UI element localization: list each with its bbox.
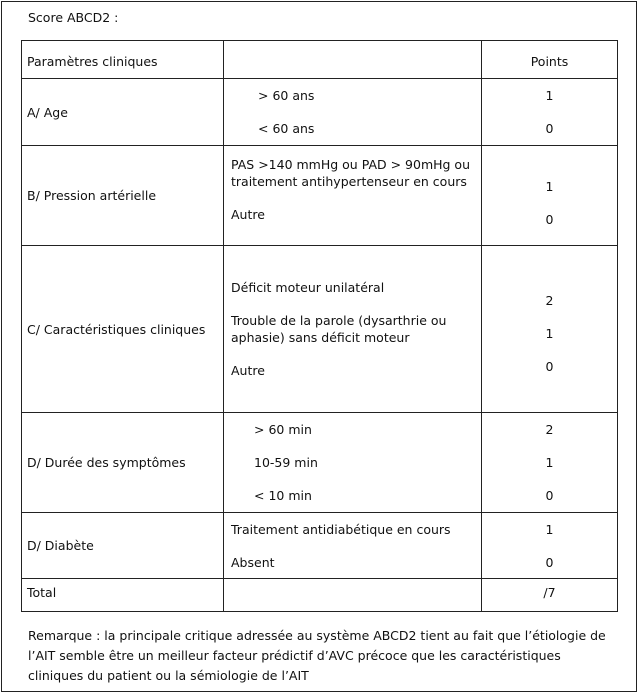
- param-cell: B/ Pression artérielle: [22, 146, 224, 246]
- points-value: 0: [545, 488, 554, 503]
- table-row-duration: [22, 413, 618, 513]
- criteria-cell: [224, 146, 482, 246]
- criteria-line: Absent: [231, 554, 275, 570]
- points-value: 0: [545, 211, 554, 227]
- criteria-line: < 60 ans: [258, 121, 315, 136]
- points-value: 1: [545, 178, 554, 194]
- table-row-blood-pressure: [22, 146, 618, 246]
- criteria-line: Autre: [231, 363, 265, 378]
- criteria-cell: [224, 513, 482, 579]
- abcd2-score-table: [21, 40, 618, 612]
- criteria-line: Autre: [231, 207, 265, 222]
- param-cell: C/ Caractéristiques cliniques: [22, 246, 224, 413]
- criteria-line: > 60 ans: [258, 88, 315, 103]
- points-value: 0: [545, 554, 554, 570]
- remark-paragraph: [28, 626, 618, 686]
- total-empty-cell: [224, 579, 482, 612]
- remark-line: l’AIT semble être un meilleur facteur prédictif d’AVC précoce que les caractéristiques: [28, 648, 561, 663]
- header-param-cell: Paramètres cliniques: [22, 41, 224, 79]
- points-cell: [482, 513, 618, 579]
- criteria-cell: [224, 79, 482, 146]
- table-header-row: [22, 41, 618, 79]
- points-value: 1: [545, 455, 554, 470]
- criteria-line: Déficit moteur unilatéral: [231, 280, 385, 295]
- criteria-line: Trouble de la parole (dysarthrie ou: [231, 313, 447, 328]
- points-value: 2: [545, 422, 554, 437]
- criteria-line: > 60 min: [254, 422, 312, 437]
- criteria-line: PAS >140 mmHg ou PAD > 90mHg ou: [231, 157, 471, 172]
- criteria-cell: [224, 246, 482, 413]
- points-cell: [482, 413, 618, 513]
- criteria-line: traitement antihypertenseur en cours: [231, 174, 467, 189]
- param-cell: D/ Durée des symptômes: [22, 413, 224, 513]
- param-cell: D/ Diabète: [22, 513, 224, 579]
- points-value: 0: [545, 358, 554, 374]
- header-points-cell: Points: [482, 41, 618, 79]
- points-value: 1: [545, 88, 554, 103]
- total-points-cell: /7: [482, 579, 618, 612]
- points-cell: [482, 246, 618, 413]
- table-row-total: [22, 579, 618, 612]
- remark-line: cliniques du patient ou la sémiologie de l’AIT: [28, 668, 309, 683]
- header-criteria-cell: [224, 41, 482, 79]
- remark-line: Remarque : la principale critique adressée au système ABCD2 tient au fait que l’étiologie de: [28, 628, 606, 643]
- table-row-diabetes: [22, 513, 618, 579]
- criteria-line: Traitement antidiabétique en cours: [231, 521, 451, 537]
- points-value: 1: [545, 325, 554, 341]
- table-row-clinical: [22, 246, 618, 413]
- criteria-cell: [224, 413, 482, 513]
- points-value: 1: [545, 521, 554, 537]
- criteria-line: 10-59 min: [254, 455, 318, 470]
- document-title: Score ABCD2 :: [28, 10, 119, 25]
- points-cell: [482, 146, 618, 246]
- points-value: 0: [545, 121, 554, 136]
- total-label-cell: Total: [22, 579, 224, 612]
- param-cell: A/ Age: [22, 79, 224, 146]
- points-value: 2: [545, 292, 554, 308]
- criteria-line: < 10 min: [254, 488, 312, 503]
- points-cell: [482, 79, 618, 146]
- table-row-age: [22, 79, 618, 146]
- criteria-line: aphasie) sans déficit moteur: [231, 330, 410, 345]
